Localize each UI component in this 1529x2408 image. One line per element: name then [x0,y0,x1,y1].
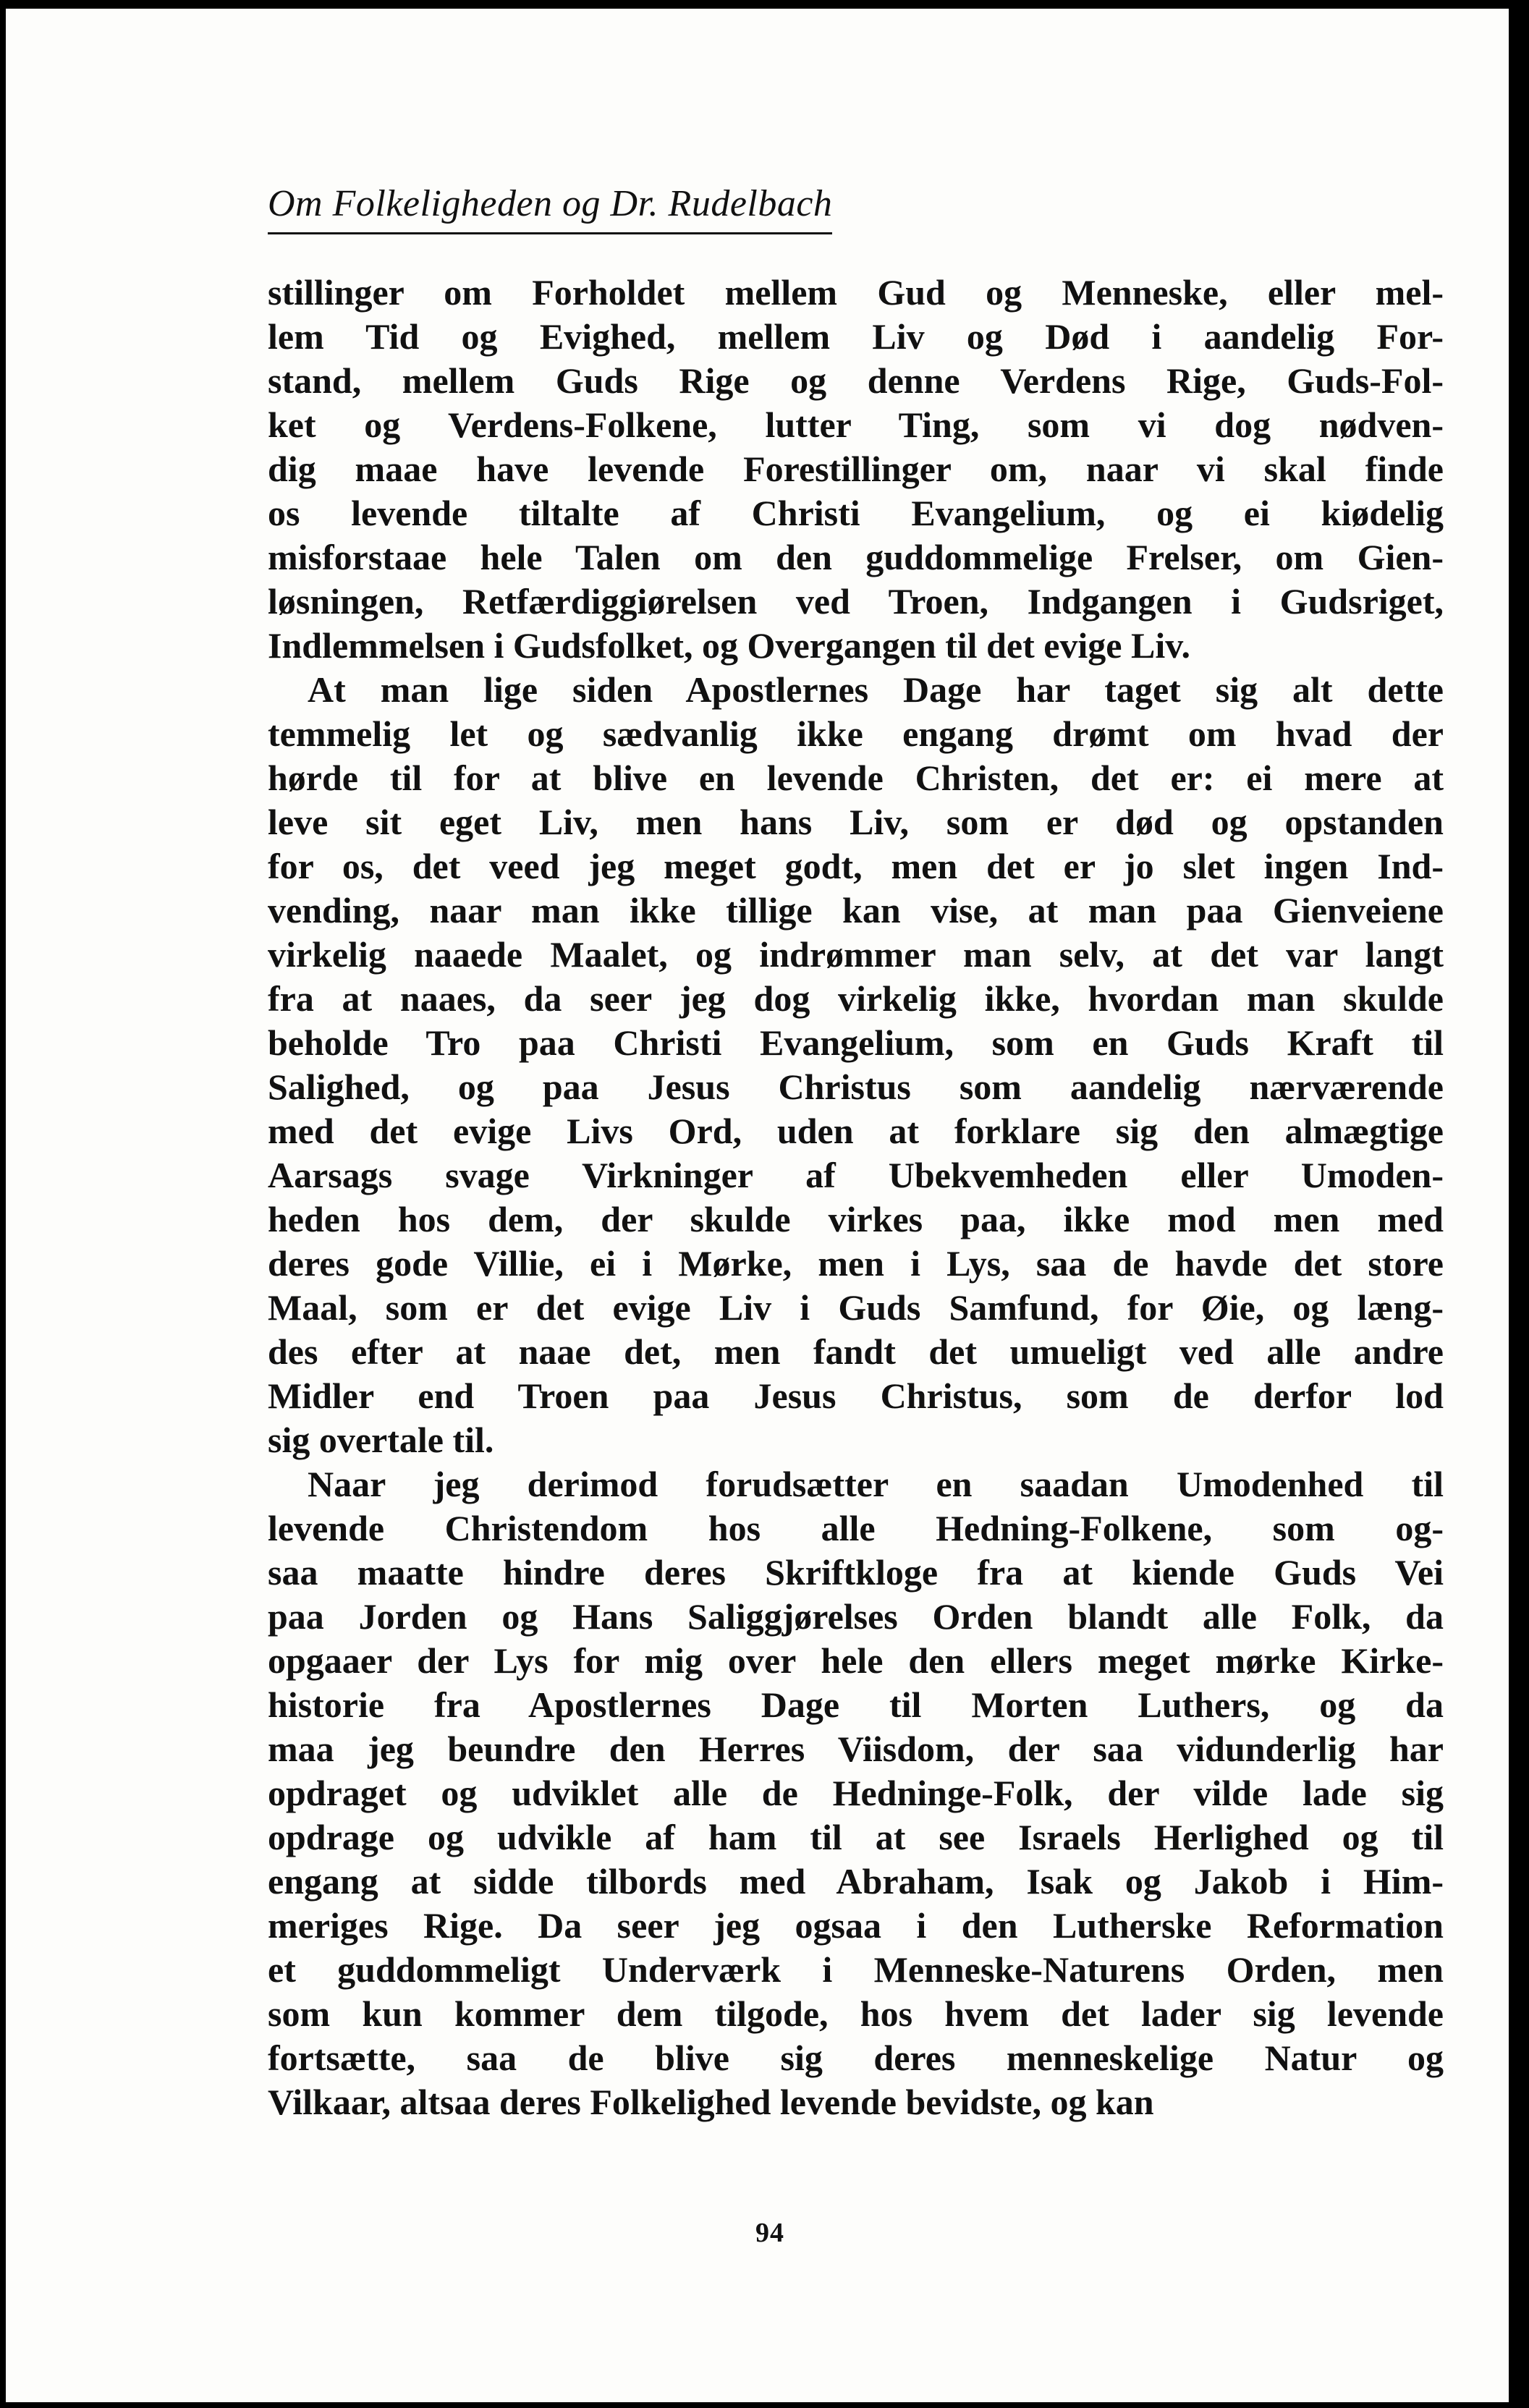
text-line: At man lige siden Apostlernes Dage har taget sig alt dette [308,669,1444,710]
text-line: fra at naaes, da seer jeg dog virkelig ikke, hvordan man skulde [268,978,1444,1019]
text-line: historie fra Apostlernes Dage til Morten Luthers, og da [268,1684,1444,1725]
paragraph [268,668,1444,1462]
text-line: leve sit eget Liv, men hans Liv, som er død og opstanden [268,802,1444,842]
paragraph [268,271,1444,668]
text-line: med det evige Livs Ord, uden at forklare sig den almægtige [268,1111,1444,1151]
text-line: opdraget og udviklet alle de Hedninge-Folk, der vilde lade sig [268,1773,1444,1813]
text-line: saa maatte hindre deres Skriftkloge fra at kiende Guds Vei [268,1552,1444,1593]
text-line: Midler end Troen paa Jesus Christus, som de derfor lod [268,1375,1444,1416]
text-line: ket og Verdens-Folkene, lutter Ting, som vi dog nødven- [268,404,1444,445]
text-line: opdrage og udvikle af ham til at see Israels Herlighed og til [268,1817,1444,1857]
text-line: som kun kommer dem tilgode, hos hvem det lader sig levende [268,1993,1444,2034]
text-line: virkelig naaede Maalet, og indrømmer man selv, at det var langt [268,934,1444,975]
text-line: beholde Tro paa Christi Evangelium, som en Guds Kraft til [268,1022,1444,1063]
text-line: løsningen, Retfærdiggiørelsen ved Troen, Indgangen i Gudsriget, [268,581,1444,622]
text-line: maa jeg beundre den Herres Viisdom, der saa vidunderlig har [268,1729,1444,1769]
text-line: Maal, som er det evige Liv i Guds Samfund, for Øie, og læng- [268,1287,1444,1328]
page-number: 94 [755,2218,784,2248]
text-line: Aarsags svage Virkninger af Ubekvemheden eller Umoden- [268,1155,1444,1195]
text-line: Vilkaar, altsaa deres Folkelighed levende bevidste, og kan [268,2082,1154,2122]
text-line: temmelig let og sædvanlig ikke engang drømt om hvad der [268,713,1444,754]
text-line: os levende tiltalte af Christi Evangelium, og ei kiødelig [268,493,1444,533]
text-line: engang at sidde tilbords med Abraham, Isak og Jakob i Him- [268,1861,1444,1902]
text-line: fortsætte, saa de blive sig deres menneskelige Natur og [268,2038,1444,2078]
text-line: hørde til for at blive en levende Christen, det er: ei mere at [268,758,1444,798]
text-line: meriges Rige. Da seer jeg ogsaa i den Lutherske Reformation [268,1905,1444,1946]
text-line: stand, mellem Guds Rige og denne Verdens Rige, Guds-Fol- [268,360,1444,401]
text-line: Salighed, og paa Jesus Christus som aandelig nærværende [268,1067,1444,1107]
text-line: for os, det veed jeg meget godt, men det er jo slet ingen Ind- [268,846,1444,886]
text-line: lem Tid og Evighed, mellem Liv og Død i aandelig For- [268,316,1444,357]
body-text [268,271,1444,2124]
text-line: sig overtale til. [268,1420,494,1460]
text-line: dig maae have levende Forestillinger om, naar vi skal finde [268,449,1444,489]
text-line: Naar jeg derimod forudsætter en saadan Umodenhed til [308,1464,1444,1504]
text-line: levende Christendom hos alle Hedning-Folkene, som og- [268,1508,1444,1548]
text-line: Indlemmelsen i Gudsfolket, og Overgangen til det evige Liv. [268,625,1190,666]
text-line: vending, naar man ikke tillige kan vise, at man paa Gienveiene [268,890,1444,930]
text-line: et guddommeligt Underværk i Menneske-Naturens Orden, men [268,1949,1444,1990]
paragraph [268,1462,1444,2124]
text-line: heden hos dem, der skulde virkes paa, ikke mod men med [268,1199,1444,1239]
text-line: misforstaae hele Talen om den guddommelige Frelser, om Gien- [268,537,1444,577]
running-header: Om Folkeligheden og Dr. Rudelbach [268,182,832,234]
text-line: paa Jorden og Hans Saliggjørelses Orden blandt alle Folk, da [268,1596,1444,1637]
text-line: opgaaer der Lys for mig over hele den ellers meget mørke Kirke- [268,1640,1444,1681]
text-line: stillinger om Forholdet mellem Gud og Menneske, eller mel- [268,272,1444,313]
text-line: deres gode Villie, ei i Mørke, men i Lys, saa de havde det store [268,1243,1444,1284]
text-line: des efter at naae det, men fandt det umueligt ved alle andre [268,1331,1444,1372]
